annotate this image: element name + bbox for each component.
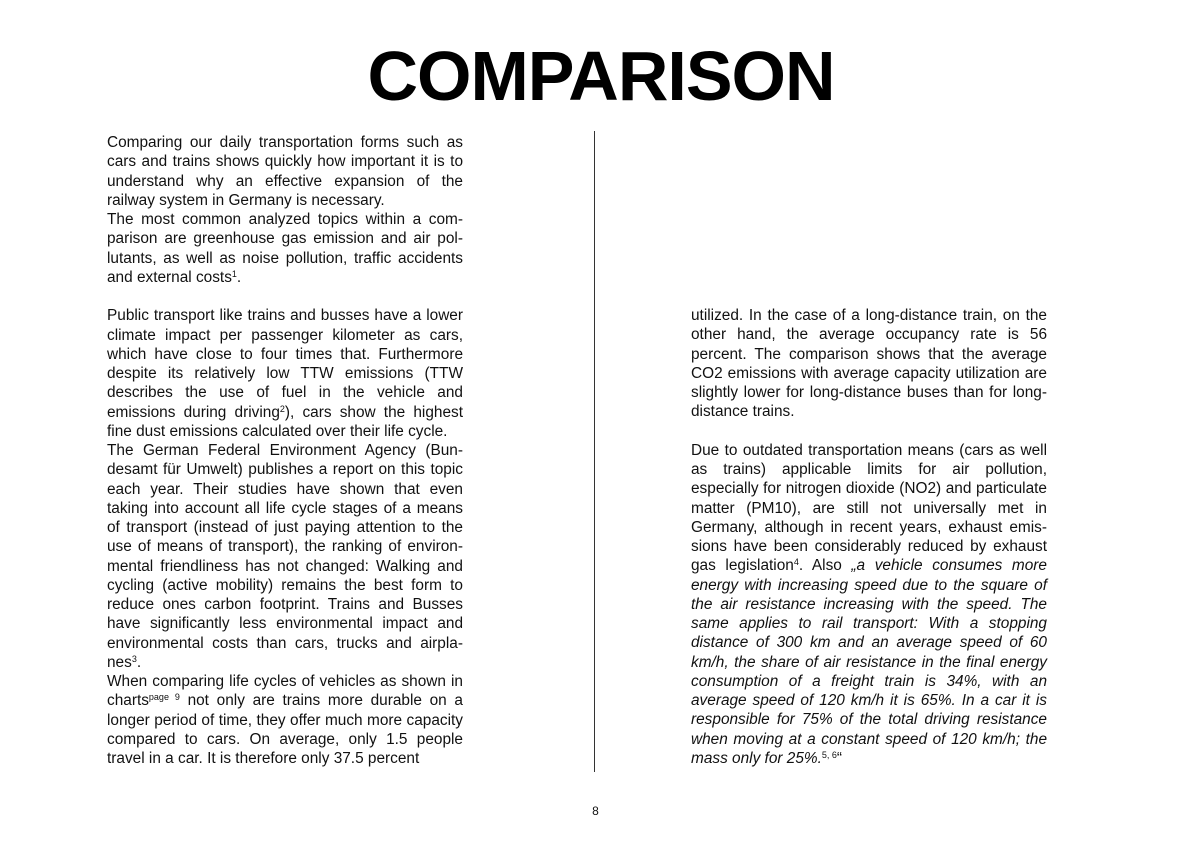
right-column <box>691 306 1047 768</box>
column-divider <box>594 131 595 772</box>
paragraph-topics <box>107 210 463 287</box>
paragraph-text: . <box>236 268 242 286</box>
paragraph-public-transport <box>107 306 463 441</box>
paragraph-life-cycles <box>107 672 463 768</box>
paragraph-intro: Comparing our daily transportation forms such as cars and trains shows quickly how important it is to understand why an effective expansion of the railway system in Germany is necessary. <box>107 134 463 209</box>
footnote-ref: 4 <box>793 557 799 568</box>
quote-text: „a vehicle consumes more energy with increasing speed due to the square of the air resistance increasing with the speed. The same applies to rail transport: With a stopping distance of 300 km and an average speed of 60 km/h, the share of air resistance in the final energy consumption of a freight train is 34%, with an average speed of 120 km/h it is 65%. In a car it is responsible for 75% of the total driving resistance when moving at a constant speed of 120 km/h; the mass only for 25%. <box>691 557 1047 767</box>
page-ref: page 9 <box>148 692 180 703</box>
paragraph-air-pollution <box>691 441 1047 768</box>
footnote-ref: 1 <box>231 268 237 279</box>
paragraph-text: . Also <box>798 557 852 575</box>
paragraph-text: The most common analyzed topics within a comparison are greenhouse gas emission and air pollutants, as well as noise pollution, traffic accidents and external costs <box>107 211 463 286</box>
footnote-ref: 5, 6 <box>821 749 837 760</box>
paragraph-text: ), cars show the highest fine dust emissions calculated over their life cycle. <box>107 403 463 440</box>
paragraph-text: The German Federal Environment Agency (Bundesamt für Umwelt) publishes a report on this topic each year. Their studies have shown that even taking into account all life cycle stages of a means of transport (instead of just paying attention to the use of means of transport), the ranking of environmental friendliness has not changed: Walking and cycling (active mobility) remains the best form to reduce ones carbon footprint. Trains and Busses have significantly less environmental impact and environmental costs than cars, trucks and airplanes <box>107 442 463 671</box>
left-column <box>107 133 463 768</box>
page-number: 8 <box>592 804 599 818</box>
paragraph-text: Public transport like trains and busses have a lower climate impact per passenger kilometer as cars, which have close to four times that. Furthermore despite its relatively low TTW emissions (TTW describes the use of fuel in the vehicle and emissions during driving <box>107 307 463 421</box>
quote-close: “ <box>836 749 843 767</box>
paragraph-utilization: utilized. In the case of a long-distance train, on the other hand, the average occupancy rate is 56 percent. The comparison shows that the average CO2 emissions with average capacity utilization are slightly lower for long-distance buses than for long-distance trains. <box>691 307 1047 421</box>
paragraph-text: . <box>136 653 142 671</box>
paragraph-text: not only are trains more durable on a longer period of time, they offer much more capacity compared to cars. On average, only 1.5 people travel in a car. It is therefore only 37.5 percent <box>107 692 463 767</box>
footnote-ref: 2 <box>279 403 285 414</box>
paragraph-environment-agency <box>107 441 463 672</box>
page-title: COMPARISON <box>367 37 835 115</box>
footnote-ref: 3 <box>131 653 137 664</box>
paragraph-text: Due to outdated transportation means (cars as well as trains) applicable limits for air pollution, especially for nitrogen dioxide (NO2) and particulate matter (PM10), are still not universally met in Germany, although in recent years, exhaust emissions have been considerably reduced by exhaust gas legislation <box>691 441 1047 575</box>
paragraph-text: When comparing life cycles of vehicles as shown in charts <box>107 673 463 710</box>
